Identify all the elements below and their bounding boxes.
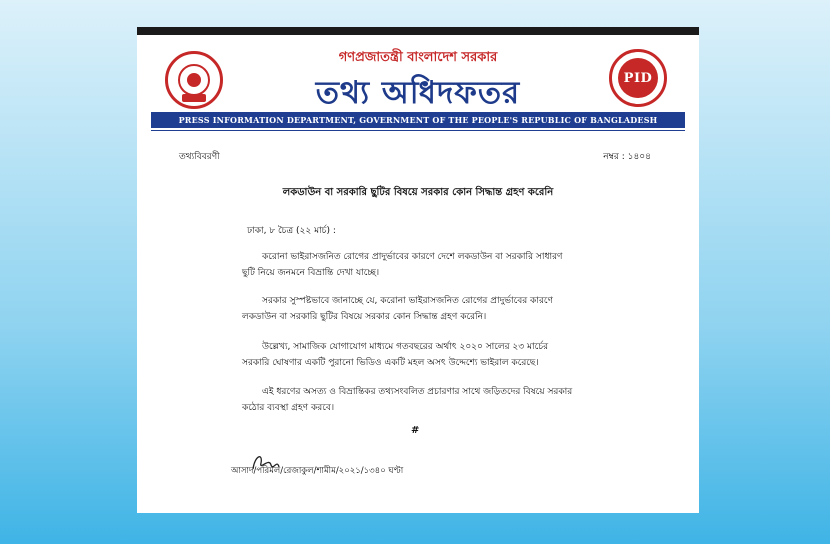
dateline: ঢাকা, ৮ চৈত্র (২২ মার্চ) : — [247, 226, 336, 236]
paragraph-3: উল্লেখ্য, সামাজিক যোগাযোগ মাধ্যমে গতবছরের অর্থাৎ ২০২০ সালের ২৩ মার্চের সরকারি ঘোষণার একটি পুরানো ভিডিও একটি মহল অসৎ উদ্দেশ্যে ভাইরাল করেছে। — [242, 342, 549, 368]
pid-logo-text: PID — [623, 70, 653, 86]
department-banner: PRESS INFORMATION DEPARTMENT, GOVERNMENT OF THE PEOPLE'S REPUBLIC OF BANGLADESH — [151, 112, 685, 128]
banner-divider — [151, 130, 685, 131]
government-line: গণপ্রজাতন্ত্রী বাংলাদেশ সরকার — [338, 50, 498, 65]
pid-logo-icon — [609, 49, 667, 107]
department-title: তথ্য অধিদফতর — [315, 75, 521, 111]
press-release-document — [137, 27, 699, 513]
paragraph-4: এই ধরণের অসত্য ও বিভ্রান্তিকর তথ্যসংবলিত প্রচারণার সাথে জড়িতদের বিষয়ে সরকার কঠোর ব্যবস্থা গ্রহণ করবে। — [242, 387, 573, 413]
document-number: নম্বর : ১৪০৪ — [603, 152, 651, 162]
reference-line: আসাদ/পরিমল/রেজাকুল/শামীম/২০২১/১৩৪০ ঘণ্টা — [231, 466, 404, 476]
end-mark: # — [411, 425, 420, 436]
top-black-bar — [137, 27, 699, 35]
paragraph-2: সরকার সুস্পষ্টভাবে জানাচ্ছে যে, করোনা ভাইরাসজনিত রোগের প্রাদুর্ভাবের কারণে লকডাউন বা সরকারি ছুটির বিষয়ে সরকার কোন সিদ্ধান্ত গ্রহণ করেনি। — [242, 296, 553, 322]
press-release-headline: লকডাউন বা সরকারি ছুটির বিষয়ে সরকার কোন সিদ্ধান্ত গ্রহণ করেনি — [282, 187, 554, 198]
paragraph-1: করোনা ভাইরাসজনিত রোগের প্রাদুর্ভাবের কারণে দেশে লকডাউন বা সরকারি সাধারণ ছুটি নিয়ে জনমনে বিভ্রান্তি দেখা যাচ্ছে। — [242, 252, 563, 278]
document-type-label: তথ্যবিবরণী — [179, 152, 220, 162]
